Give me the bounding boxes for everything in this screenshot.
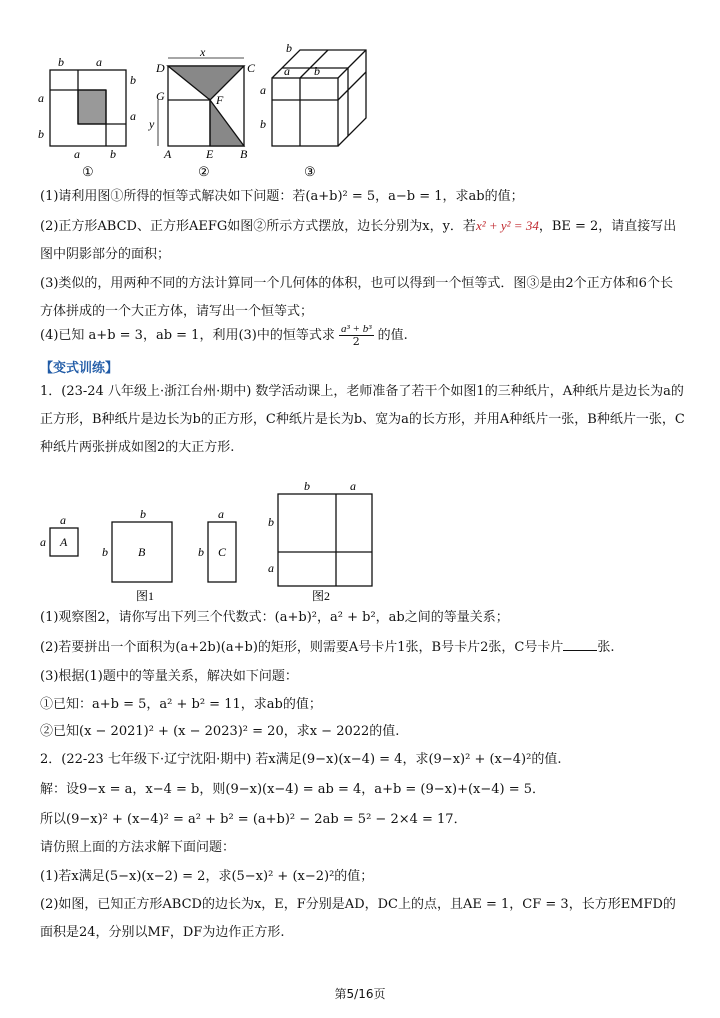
f2-y: y bbox=[149, 117, 155, 131]
f3-a: a bbox=[284, 64, 290, 78]
f1-right-a: a bbox=[130, 109, 136, 123]
sub-question-2-text-b: 张. bbox=[597, 640, 615, 655]
f1-bottom-a: a bbox=[74, 147, 80, 161]
f3-left-a: a bbox=[260, 83, 266, 97]
f1-top-a: a bbox=[96, 55, 102, 69]
C-label: C bbox=[218, 545, 227, 559]
sub-question-1: (1)观察图2，请你写出下列三个代数式：(a+b)²，a² + b²，ab之间的等量关系； bbox=[40, 610, 509, 625]
caption-fig2: 图2 bbox=[312, 589, 331, 603]
question-2 bbox=[40, 212, 685, 269]
A-label: A bbox=[60, 535, 68, 549]
fig2-left-b: b bbox=[268, 515, 274, 529]
problem-1: 1．(23-24 八年级上·浙江台州·期中) 数学活动课上，老师准备了若干个如图1的三种纸片，A种纸片是边长为a的正方形，B种纸片是边长为b的正方形，C种纸片是长为b、宽为a的长方形，并用A种纸片一张，B种纸片一张，C种纸片两张拼成如图2的大正方形. bbox=[40, 384, 685, 455]
f2-B: B bbox=[240, 147, 248, 161]
sub-question-3-1: ①已知：a+b = 5，a² + b² = 11，求ab的值； bbox=[40, 697, 322, 712]
fig2-left-a: a bbox=[268, 561, 274, 575]
f2-G: G bbox=[156, 89, 165, 103]
f2-caption: ② bbox=[198, 164, 210, 179]
f2-E: E bbox=[206, 147, 214, 161]
task-2: (2)如图，已知正方形ABCD的边长为x，E，F分别是AD，DC上的点，且AE = 1，CF = 3，长方形EMFD的面积是24，分别以MF，DF为边作正方形. bbox=[40, 897, 676, 940]
f3-left-b: b bbox=[260, 117, 266, 131]
sub-question-3: (3)根据(1)题中的等量关系，解决如下问题： bbox=[40, 669, 298, 684]
question-4-text-a: (4)已知 a+b = 3，ab = 1，利用(3)中的恒等式求 bbox=[40, 328, 335, 343]
question-2-text-b: ，BE = 2，请直接写出图中阴影部分的面积； bbox=[40, 219, 677, 262]
task-1: (1)若x满足(5−x)(x−2) = 2，求(5−x)² + (x−2)²的值； bbox=[40, 869, 374, 884]
f1-left-b: b bbox=[38, 127, 44, 141]
solution-line-3: 请仿照上面的方法求解下面问题： bbox=[40, 840, 236, 855]
caption-fig1: 图1 bbox=[136, 589, 155, 603]
f1-bottom-b: b bbox=[110, 147, 116, 161]
f1-right-b: b bbox=[130, 73, 136, 87]
page-footer: 第5/16页 bbox=[334, 987, 386, 1001]
B-label: B bbox=[138, 545, 146, 559]
figure-2 bbox=[158, 58, 244, 146]
f2-F: F bbox=[216, 93, 224, 107]
fraction-numerator: a³ + b³ bbox=[341, 323, 372, 335]
f3-b2: b bbox=[314, 64, 320, 78]
figure-1 bbox=[50, 70, 126, 146]
fig2-top-b: b bbox=[304, 479, 310, 493]
f1-caption: ① bbox=[82, 164, 94, 179]
sub-question-3-2: ②已知(x − 2021)² + (x − 2023)² = 20，求x − 2022的值. bbox=[40, 724, 400, 739]
A-left-a: a bbox=[40, 535, 46, 549]
top-figures bbox=[30, 40, 410, 180]
B-top-b: b bbox=[140, 507, 146, 521]
section-heading: 【变式训练】 bbox=[40, 361, 119, 376]
middle-figures bbox=[30, 478, 410, 608]
question-2-condition: x² + y² = 34 bbox=[475, 218, 539, 233]
C-left-b: b bbox=[198, 545, 204, 559]
C-top-a: a bbox=[218, 507, 224, 521]
problem-2: 2．(22-23 七年级下·辽宁沈阳·期中) 若x满足(9−x)(x−4) = 4，求(9−x)² + (x−4)²的值. bbox=[40, 752, 562, 767]
sub-question-2 bbox=[40, 634, 685, 662]
fraction-denominator: 2 bbox=[352, 335, 360, 348]
question-4-text-b: 的值. bbox=[377, 328, 408, 343]
question-1: (1)请利用图①所得的恒等式解决如下问题：若(a+b)² = 5，a−b = 1，求ab的值； bbox=[40, 189, 524, 204]
f2-C: C bbox=[247, 61, 256, 75]
solution-line-1: 解：设9−x = a，x−4 = b，则(9−x)(x−4) = ab = 4，a+b = (9−x)+(x−4) = 5． bbox=[40, 782, 546, 797]
f3-caption: ③ bbox=[304, 164, 316, 179]
big-square bbox=[278, 494, 372, 586]
f2-A: A bbox=[164, 147, 172, 161]
f3-b: b bbox=[286, 41, 292, 55]
solution-line-2: 所以(9−x)² + (x−4)² = a² + b² = (a+b)² − 2ab = 5² − 2×4 = 17． bbox=[40, 812, 467, 827]
fig2-top-a: a bbox=[350, 479, 356, 493]
B-left-b: b bbox=[102, 545, 108, 559]
sub-question-2-text-a: (2)若要拼出一个面积为(a+2b)(a+b)的矩形，则需要A号卡片1张，B号卡片2张，C号卡片 bbox=[40, 640, 564, 655]
question-3: (3)类似的，用两种不同的方法计算同一个几何体的体积，也可以得到一个恒等式．图③是由2个正方体和6个长方体拼成的一个大正方体，请写出一个恒等式； bbox=[40, 276, 673, 319]
fraction bbox=[339, 323, 374, 348]
A-top-a: a bbox=[60, 513, 66, 527]
answer-blank[interactable] bbox=[563, 638, 597, 651]
f1-top-b: b bbox=[58, 55, 64, 69]
f2-D: D bbox=[156, 61, 165, 75]
question-2-text-a: (2)正方形ABCD、正方形AEFG如图②所示方式摆放，边长分别为x，y．若 bbox=[40, 219, 476, 234]
f2-x: x bbox=[200, 45, 206, 59]
question-4 bbox=[40, 322, 685, 350]
f1-left-a: a bbox=[38, 91, 44, 105]
